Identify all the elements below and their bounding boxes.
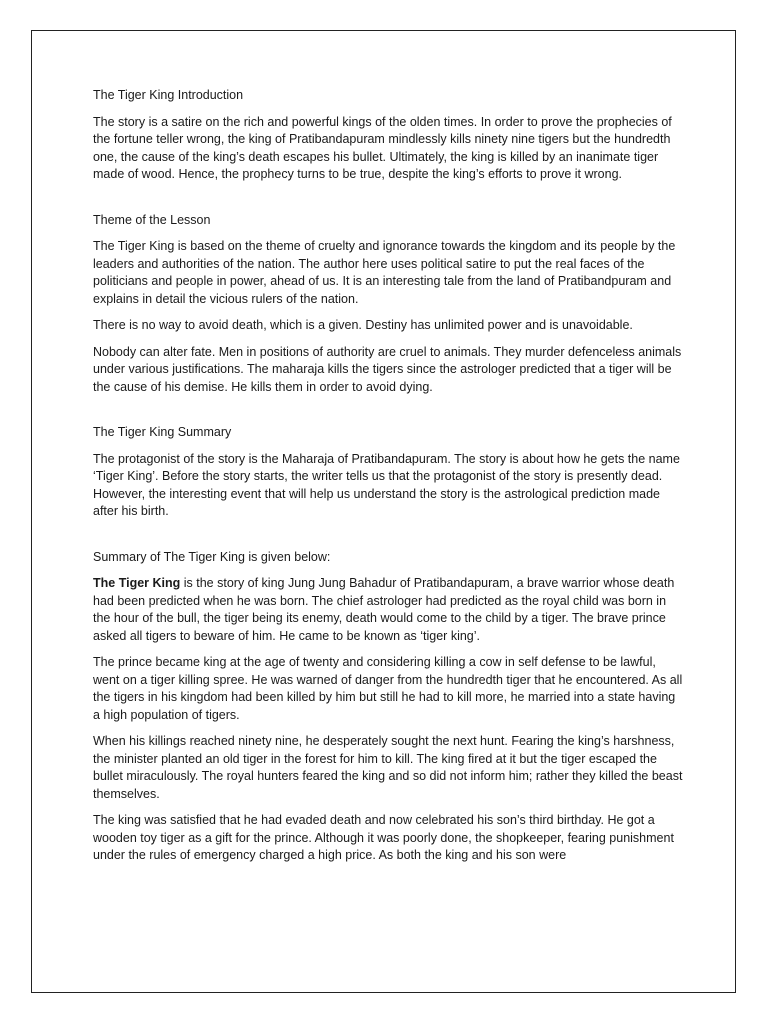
paragraph: The king was satisfied that he had evaded death and now celebrated his son’s third birthday. He got a wooden toy tiger as a gift for the prince. Although it was poorly done, the shopkeeper, fearing punishment under the rules of emergency charged a high price. As both the king and his son were bbox=[93, 813, 674, 862]
paragraph: The Tiger King is based on the theme of cruelty and ignorance towards the kingdom and its people by the leaders and authorities of the nation. The author here uses political satire to put the real faces of the politicians and people in power, ahead of us. It is an interesting tale from the land of Pratibandpuram and explains in detail the vicious rulers of the nation. bbox=[93, 239, 676, 306]
lead-bold-text: The Tiger King bbox=[93, 576, 181, 590]
lead-rest-text: is the story of king Jung Jung Bahadur of Pratibandapuram, a brave warrior whose death had been predicted when he was born. The chief astrologer had predicted as the royal child was born in the hour of the bull, the tiger being its enemy, death would come to the child by a tiger. The brave prince asked all tigers to beware of him. He came to be known as ‘tiger king’. bbox=[93, 576, 675, 643]
paragraph-lead bbox=[93, 575, 683, 645]
spacer bbox=[93, 193, 683, 212]
section-heading-introduction: The Tiger King Introduction bbox=[93, 88, 244, 102]
spacer bbox=[93, 530, 683, 549]
paragraph: When his killings reached ninety nine, he desperately sought the next hunt. Fearing the king’s harshness, the minister planted an old tiger in the forest for him to kill. The king fired at it but the tiger escaped the bullet miraculously. The royal hunters feared the king and so did not inform him; rather they killed the beast themselves. bbox=[93, 734, 683, 801]
paragraph: The prince became king at the age of twenty and considering killing a cow in self defense to be lawful, went on a tiger killing spree. He was warned of danger from the hundredth tiger that he encountered. As all the tigers in his kingdom had been killed by him but still he had to kill more, he married into a state having a high population of tigers. bbox=[93, 655, 683, 722]
paragraph: There is no way to avoid death, which is a given. Destiny has unlimited power and is unavoidable. bbox=[93, 318, 633, 332]
section-heading-summary-below: Summary of The Tiger King is given below: bbox=[93, 549, 331, 564]
section-heading-summary: The Tiger King Summary bbox=[93, 425, 232, 439]
document-page bbox=[31, 30, 736, 993]
paragraph: Nobody can alter fate. Men in positions of authority are cruel to animals. They murder defenceless animals under various justifications. The maharaja kills the tigers since the astrologer predicted that a tiger will be the cause of his demise. He kills them in order to avoid dying. bbox=[93, 344, 682, 394]
paragraph: The story is a satire on the rich and powerful kings of the olden times. In order to prove the prophecies of the fortune teller wrong, the king of Pratibandapuram mindlessly kills ninety nine tigers but the hundredth one, the cause of the king’s death escapes his bullet. Ultimately, the king is killed by an inanimate tiger made of wood. Hence, the prophecy turns to be true, despite the king’s efforts to prove it wrong. bbox=[93, 114, 672, 181]
paragraph: The protagonist of the story is the Maharaja of Pratibandapuram. The story is about how he gets the name ‘Tiger King’. Before the story starts, the writer tells us that the protagonist of the story is presently dead. However, the interesting event that will help us understand the story is the astrological prediction made after his birth. bbox=[93, 451, 680, 518]
spacer bbox=[93, 405, 683, 424]
section-heading-theme: Theme of the Lesson bbox=[93, 212, 211, 227]
document-body bbox=[93, 87, 683, 874]
